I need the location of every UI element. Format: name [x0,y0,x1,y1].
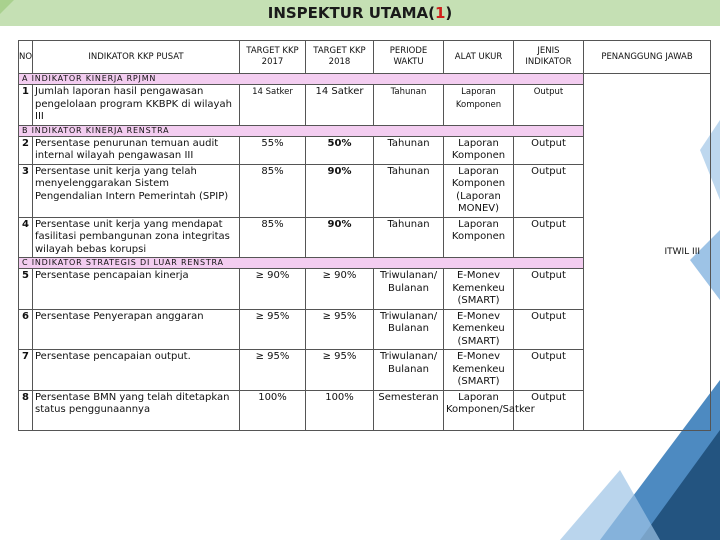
row-number: 3 [19,164,33,217]
target-2017-cell: 55% [240,136,306,164]
period-cell: Semesteran [374,390,444,430]
target-2018-cell: 14 Satker [306,85,374,126]
measurement-tool-cell: Laporan Komponen (Laporan MONEV) [444,164,514,217]
row-number: 7 [19,350,33,391]
row-number: 4 [19,217,33,258]
target-2017-cell: 100% [240,390,306,430]
target-2018-cell: 90% [306,217,374,258]
period-cell: Triwulanan/ Bulanan [374,350,444,391]
measurement-tool-cell: Laporan Komponen/Satker [444,390,514,430]
indicator-type-cell: Output [514,217,584,258]
target-2017-cell: 85% [240,164,306,217]
section-label [19,74,584,85]
indicator-type-cell: Output [514,350,584,391]
period-cell: Tahunan [374,136,444,164]
header-target-2017: TARGET KKP 2017 [240,41,306,74]
kpi-table [18,40,711,431]
section-row [19,74,711,85]
measurement-tool-cell: Laporan Komponen [444,85,514,126]
target-2018-cell: 90% [306,164,374,217]
indicator-cell: Persentase Penyerapan anggaran [33,309,240,350]
section-code: C [22,258,29,267]
target-2018-cell: 100% [306,390,374,430]
measurement-tool-cell: Laporan Komponen [444,217,514,258]
section-title: INDIKATOR KINERJA RENSTRA [31,125,170,135]
header-penanggung-jawab: PENANGGUNG JAWAB [584,41,711,74]
indicator-cell: Persentase pencapaian output. [33,350,240,391]
period-cell: Tahunan [374,164,444,217]
page-title: INSPEKTUR UTAMA(1) [267,4,453,22]
target-2017-cell: ≥ 95% [240,309,306,350]
measurement-tool-cell: E-Monev Kemenkeu (SMART) [444,309,514,350]
row-number: 8 [19,390,33,430]
indicator-cell: Jumlah laporan hasil pengawasan pengelolaan program KKBPK di wilayah III [33,85,240,126]
section-title: INDIKATOR KINERJA RPJMN [31,74,157,83]
target-2018-cell: 50% [306,136,374,164]
indicator-cell: Persentase BMN yang telah ditetapkan status penggunaannya [33,390,240,430]
target-2017-cell: ≥ 95% [240,350,306,391]
row-number: 1 [19,85,33,126]
header-jenis: JENIS INDIKATOR [514,41,584,74]
indicator-cell: Persentase penurunan temuan audit internal wilayah pengawasan III [33,136,240,164]
indicator-cell: Persentase pencapaian kinerja [33,269,240,310]
indicator-cell: Persentase unit kerja yang mendapat fasilitasi pembangunan zona integritas wilayah bebas korupsi [33,217,240,258]
target-2017-cell: 85% [240,217,306,258]
header-no: NO [19,41,33,74]
section-title: INDIKATOR STRATEGIS DI LUAR RENSTRA [31,258,224,267]
indicator-type-cell: Output [514,136,584,164]
row-number: 6 [19,309,33,350]
header-alat-ukur: ALAT UKUR [444,41,514,74]
section-label [19,125,584,136]
period-cell: Triwulanan/ Bulanan [374,309,444,350]
measurement-tool-cell: Laporan Komponen [444,136,514,164]
section-code: A [22,74,29,83]
indicator-type-cell: Output [514,309,584,350]
table-header-row [19,41,711,74]
measurement-tool-cell: E-Monev Kemenkeu (SMART) [444,269,514,310]
period-cell: Tahunan [374,85,444,126]
target-2018-cell: ≥ 90% [306,269,374,310]
row-number: 2 [19,136,33,164]
indicator-cell: Persentase unit kerja yang telah menyelenggarakan Sistem Pengendalian Intern Pemerintah (SPIP) [33,164,240,217]
period-cell: Tahunan [374,217,444,258]
target-2017-cell: 14 Satker [240,85,306,126]
period-cell: Triwulanan/ Bulanan [374,269,444,310]
row-number: 5 [19,269,33,310]
penanggung-jawab-cell: ITWIL III [584,74,711,431]
indicator-type-cell: Output [514,390,584,430]
section-label [19,258,584,269]
indicator-type-cell: Output [514,85,584,126]
indicator-type-cell: Output [514,269,584,310]
header-indikator: INDIKATOR KKP PUSAT [33,41,240,74]
target-2018-cell: ≥ 95% [306,350,374,391]
section-code: B [22,125,29,135]
target-2017-cell: ≥ 90% [240,269,306,310]
indicator-type-cell: Output [514,164,584,217]
measurement-tool-cell: E-Monev Kemenkeu (SMART) [444,350,514,391]
header-periode: PERIODE WAKTU [374,41,444,74]
target-2018-cell: ≥ 95% [306,309,374,350]
header-target-2018: TARGET KKP 2018 [306,41,374,74]
